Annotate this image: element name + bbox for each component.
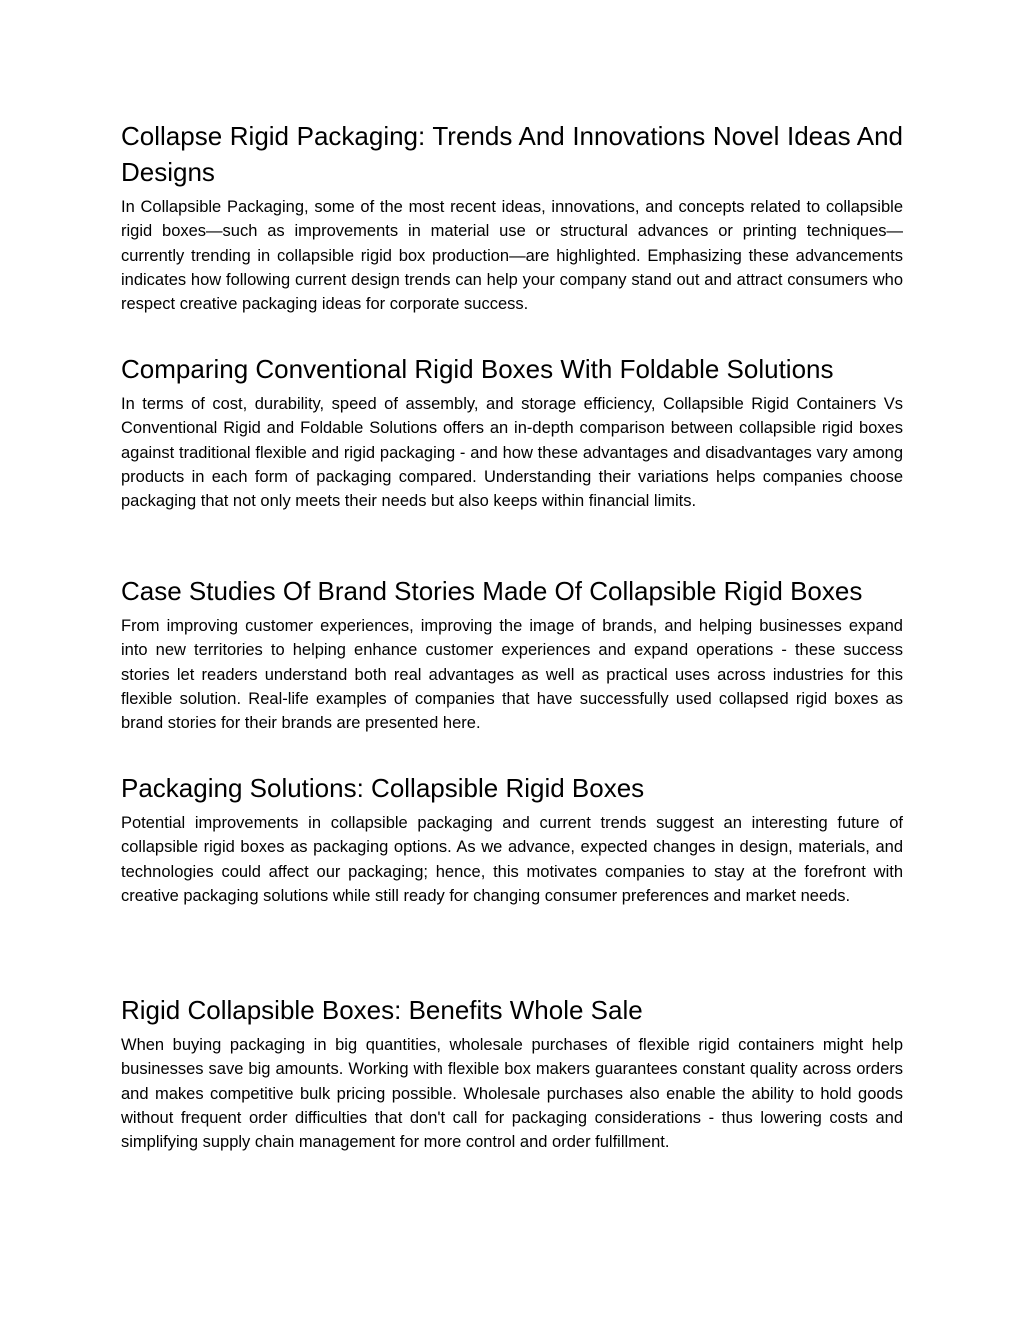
section-comparison bbox=[121, 351, 903, 513]
section-heading: Collapse Rigid Packaging: Trends And Innovations Novel Ideas And Designs bbox=[121, 121, 903, 187]
section-paragraph: From improving customer experiences, improving the image of brands, and helping businesses expand into new territories to helping enhance customer experiences and expand operations - these success stories let readers understand both real advantages as well as practical uses across industries for this flexible solution. Real-life examples of companies that have successfully used collapsed rigid boxes as brand stories for their brands are presented here. bbox=[121, 617, 903, 733]
section-trends-innovations bbox=[121, 118, 903, 316]
section-heading: Packaging Solutions: Collapsible Rigid Boxes bbox=[121, 773, 645, 803]
section-case-studies bbox=[121, 573, 903, 735]
section-heading: Rigid Collapsible Boxes: Benefits Whole Sale bbox=[121, 995, 643, 1025]
section-heading: Case Studies Of Brand Stories Made Of Collapsible Rigid Boxes bbox=[121, 576, 863, 606]
section-heading: Comparing Conventional Rigid Boxes With Foldable Solutions bbox=[121, 354, 834, 384]
section-wholesale-benefits bbox=[121, 992, 903, 1154]
section-paragraph: Potential improvements in collapsible packaging and current trends suggest an interesting future of collapsible rigid boxes as packaging options. As we advance, expected changes in design, materials, and technologies could affect our packaging; hence, this motivates companies to stay at the forefront with creative packaging solutions while still ready for changing consumer preferences and market needs. bbox=[121, 814, 903, 905]
section-paragraph: When buying packaging in big quantities, wholesale purchases of flexible rigid containers might help businesses save big amounts. Working with flexible box makers guarantees constant quality across orders and makes competitive bulk pricing possible. Wholesale purchases also enable the ability to hold goods without frequent order difficulties that don't call for packaging considerations - thus lowering costs and simplifying supply chain management for more control and order fulfillment. bbox=[121, 1036, 903, 1152]
section-paragraph: In terms of cost, durability, speed of assembly, and storage efficiency, Collapsible Rigid Containers Vs Conventional Rigid and Foldable Solutions offers an in-depth comparison between collapsible rigid boxes against traditional flexible and rigid packaging - and how these advantages and disadvantages vary among products in each form of packaging compared. Understanding their variations helps companies choose packaging that not only meets their needs but also keeps within financial limits. bbox=[121, 395, 903, 511]
section-paragraph: In Collapsible Packaging, some of the most recent ideas, innovations, and concepts related to collapsible rigid boxes—such as improvements in material use or structural advances or printing techniques—currently trending in collapsible rigid box production—are highlighted. Emphasizing these advancements indicates how following current design trends can help your company stand out and attract consumers who respect creative packaging ideas for corporate success. bbox=[121, 198, 903, 314]
section-packaging-solutions bbox=[121, 770, 903, 908]
